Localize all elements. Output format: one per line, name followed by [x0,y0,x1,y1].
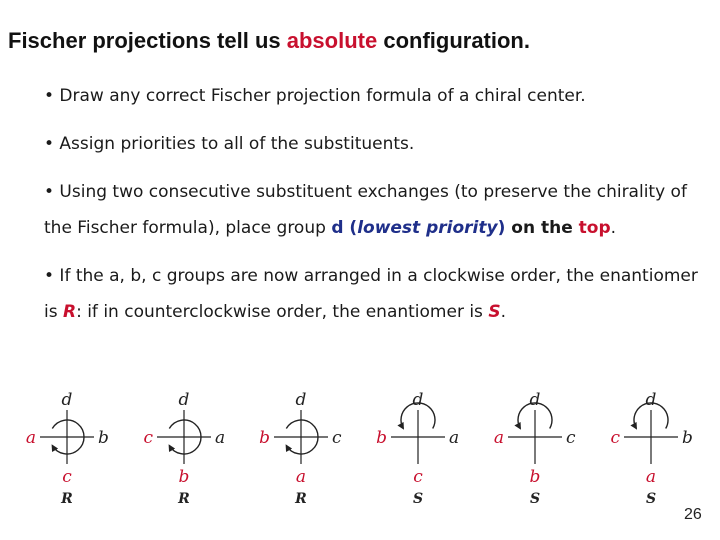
paren-open: ( [343,218,358,238]
label-left: a [25,428,36,448]
fischer-diagrams [0,385,720,515]
label-bottom: b [178,467,190,487]
fischer-projection-5 [494,390,576,507]
label-bottom: b [529,467,541,487]
config-label: S [529,491,541,507]
label-right: b [98,428,109,448]
label-top: d [178,390,190,410]
label-left: b [376,428,387,448]
page-number: 26 [684,506,702,523]
label-bottom: a [645,467,657,487]
on-the-label: on the [505,218,579,238]
label-right: c [566,428,576,448]
label-bottom: a [295,467,307,487]
label-top: d [412,390,424,410]
label-bottom: c [62,467,72,487]
config-label: S [645,491,657,507]
s-label: S [488,302,501,322]
config-label: R [178,491,190,507]
config-label: R [295,491,307,507]
top-label: top [578,218,611,238]
bullet-rule [44,258,712,330]
bullet-list [44,78,712,330]
bullet-exchange-end: . [610,218,617,238]
fischer-projection-3 [259,390,342,507]
bullet-exchange-text: • Using two consecutive substituent exchanges (to preserve the chirality of the Fischer formula), place group [44,182,687,238]
label-right: a [215,428,226,448]
title-part1: Fischer projections tell us [8,28,287,53]
label-left: c [143,428,153,448]
bullet-assign: • Assign priorities to all of the substituents. [44,134,415,154]
fischer-projection-2 [143,390,225,507]
config-label: R [61,491,73,507]
title-part2: configuration. [377,28,530,53]
label-top: d [529,390,541,410]
bullet-exchange [44,174,712,246]
label-right: c [332,428,342,448]
r-label: R [62,302,77,322]
label-left: b [259,428,270,448]
page-title [8,28,530,54]
config-label: S [412,491,424,507]
label-left: a [493,428,504,448]
fischer-projection-4 [376,390,459,507]
bullet-rule-text: • If the a, b, c groups are now arranged in a clockwise order, the enantiomer is [44,266,698,322]
bullet-draw: • Draw any correct Fischer projection formula of a chiral center. [44,86,586,106]
bullet-rule-end: . [500,302,506,322]
label-bottom: c [413,467,423,487]
bullet-rule-text2: : if in counterclockwise order, the enantiomer is [76,302,489,322]
paren-close: ) [497,218,506,238]
label-top: d [645,390,657,410]
lowest-priority-label: lowest priority [357,218,498,238]
label-top: d [295,390,307,410]
label-right: a [449,428,460,448]
fischer-projection-1 [26,390,109,507]
label-top: d [61,390,73,410]
label-left: c [610,428,620,448]
group-d-label: d [331,218,344,238]
title-highlight: absolute [286,28,378,53]
label-right: b [682,428,693,448]
fischer-projection-6 [610,390,692,507]
